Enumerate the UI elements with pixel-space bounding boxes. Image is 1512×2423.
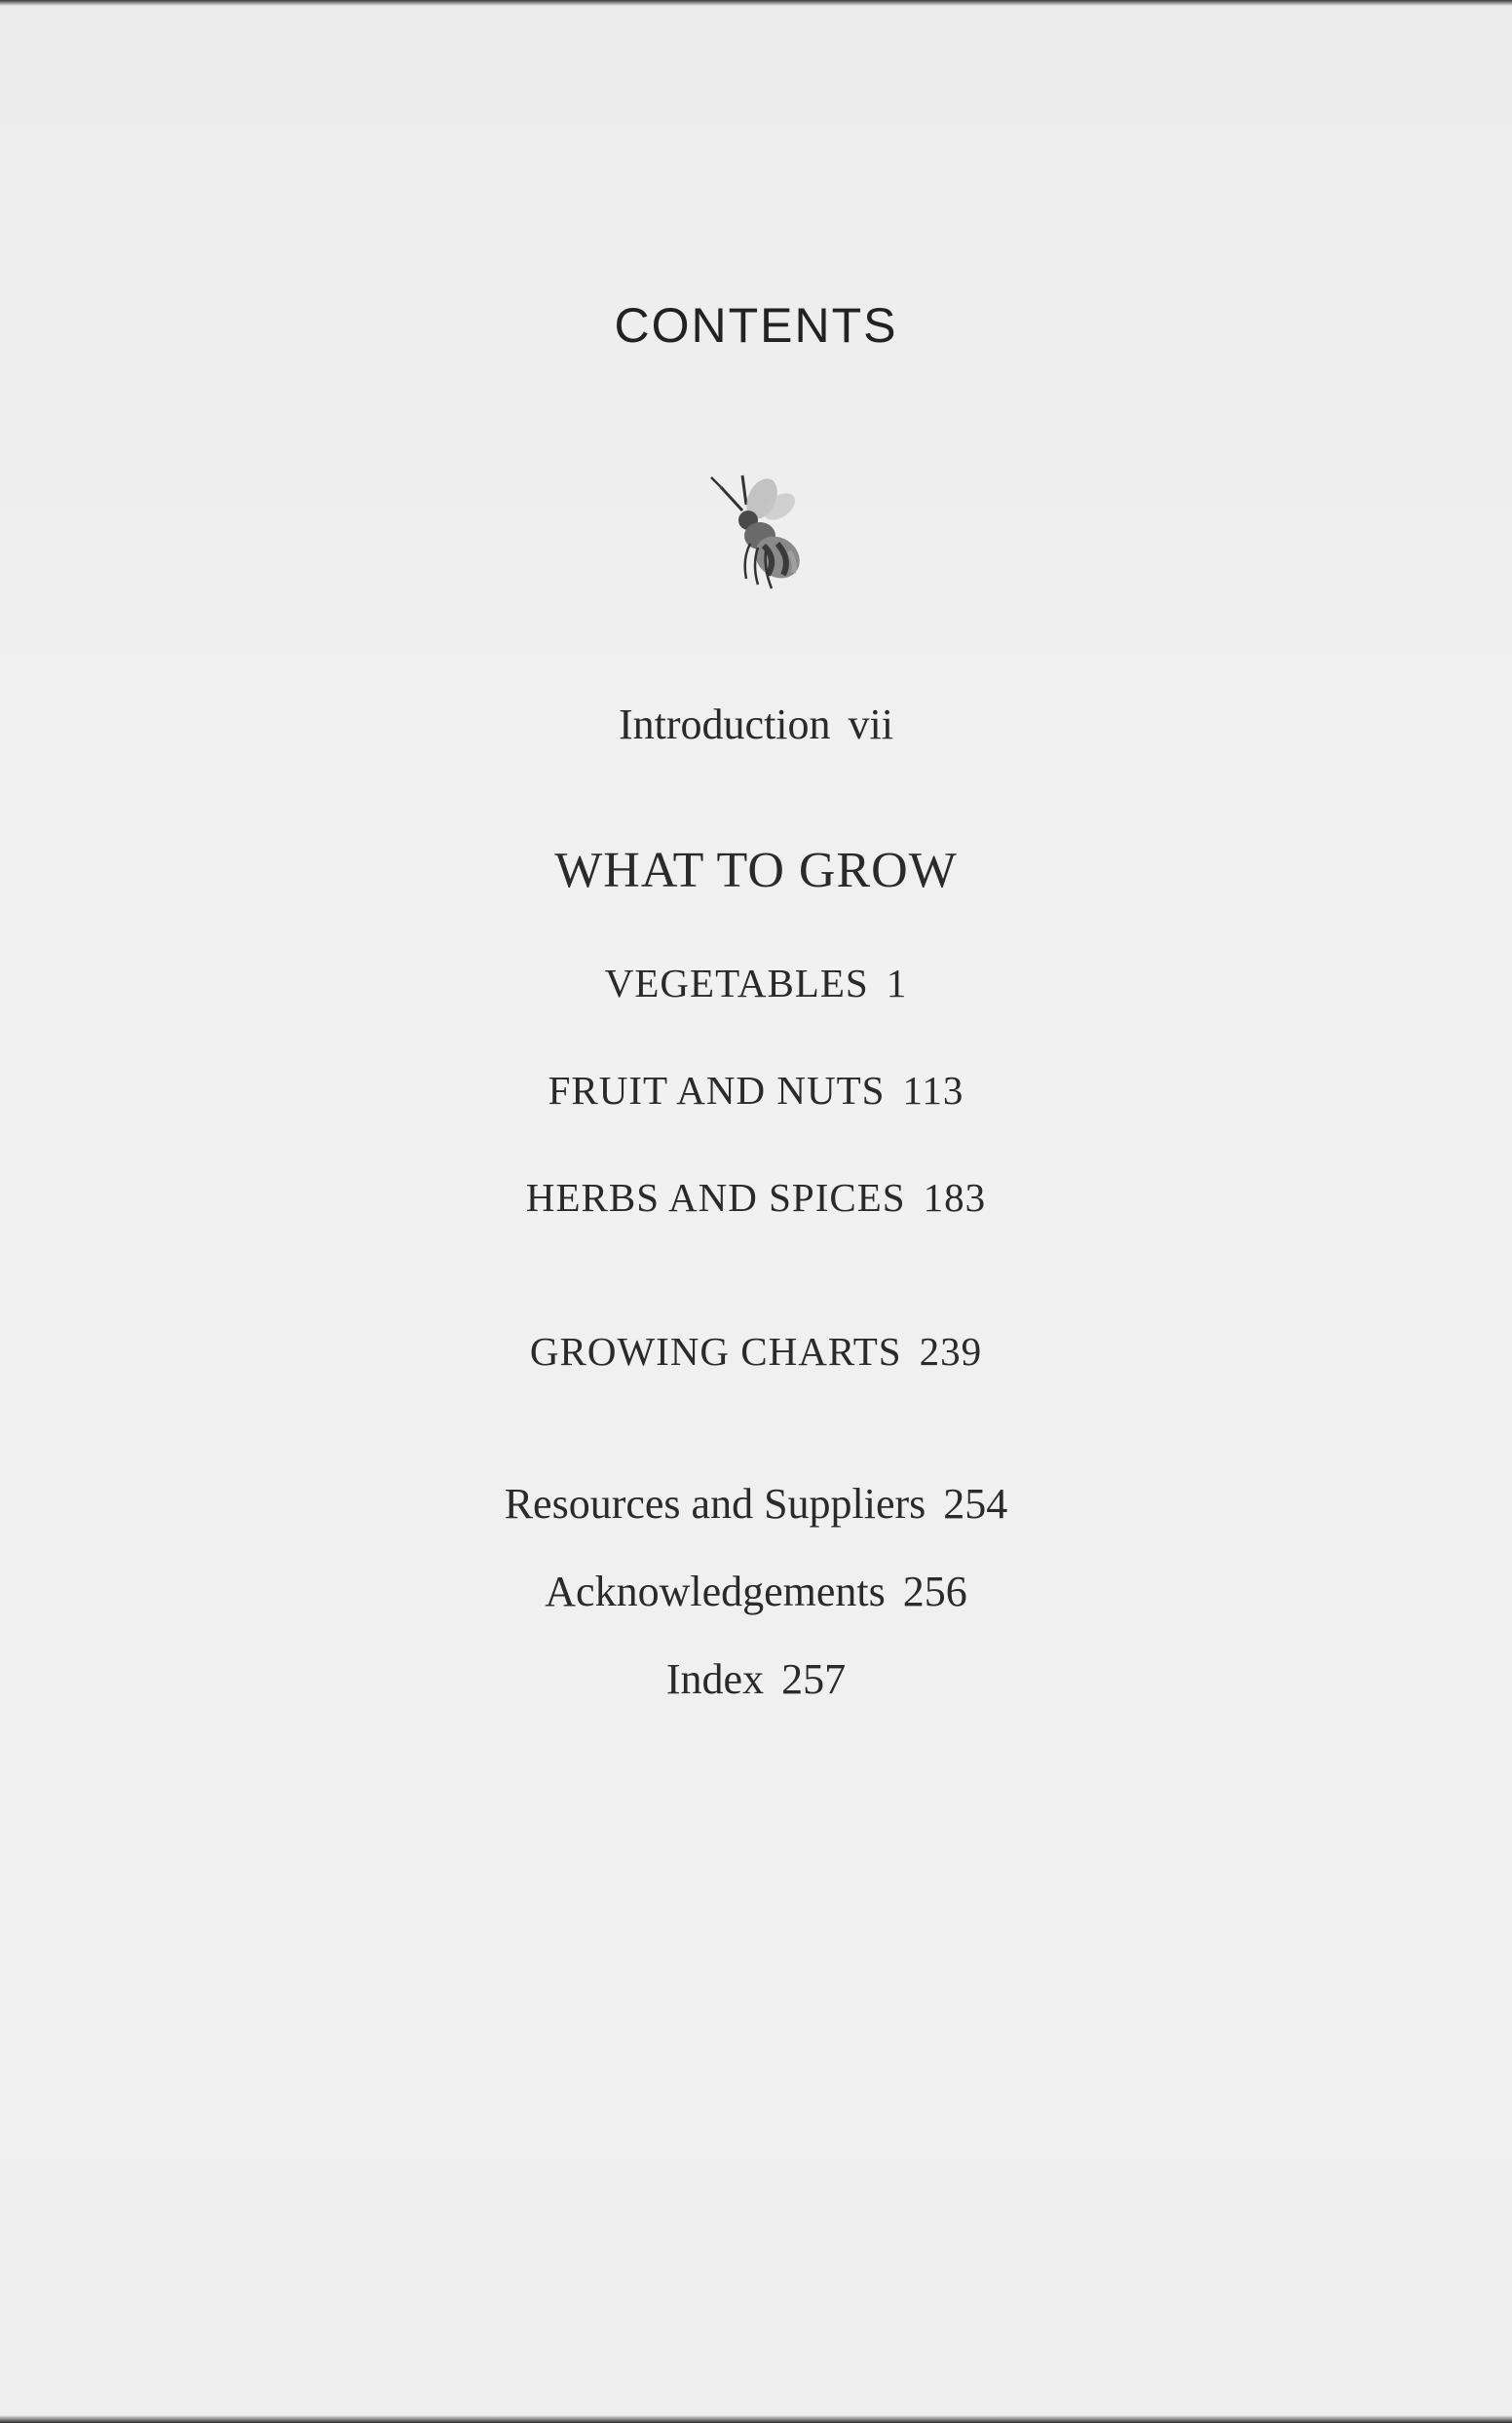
toc-page-number: 256: [902, 1568, 967, 1615]
bee-icon: [682, 466, 809, 597]
toc-page-number: 257: [781, 1655, 847, 1703]
toc-label: GROWING CHARTS: [529, 1329, 902, 1374]
toc-entry-herbs-and-spices: [0, 1174, 1512, 1221]
toc-entry-growing-charts: [0, 1328, 1512, 1375]
toc-entry-introduction: [0, 700, 1512, 749]
toc-page-number: 1: [886, 961, 908, 1005]
toc-entry-acknowledgements: [0, 1567, 1512, 1616]
toc-entry-index: [0, 1654, 1512, 1704]
toc-page-number: 254: [943, 1480, 1008, 1528]
toc-label: WHAT TO GROW: [554, 843, 958, 898]
toc-label: Acknowledgements: [545, 1568, 886, 1615]
toc-label: VEGETABLES: [604, 961, 869, 1005]
toc-label: FRUIT AND NUTS: [548, 1068, 886, 1113]
page-top-edge: [0, 0, 1512, 6]
toc-entry-fruit-and-nuts: [0, 1067, 1512, 1114]
toc-page-number: vii: [848, 700, 893, 748]
toc-section-what-to-grow: [0, 842, 1512, 899]
toc-page-number: 113: [902, 1068, 964, 1113]
toc-label: Index: [665, 1655, 765, 1703]
toc-entry-resources-and-suppliers: [0, 1479, 1512, 1529]
toc-label: Introduction: [619, 700, 831, 748]
toc-label: HERBS AND SPICES: [525, 1175, 906, 1220]
toc-page-number: 183: [923, 1175, 987, 1220]
toc-entry-vegetables: [0, 960, 1512, 1006]
toc-label: Resources and Suppliers: [504, 1480, 926, 1528]
toc-page-number: 239: [919, 1329, 983, 1374]
contents-heading: CONTENTS: [614, 298, 898, 353]
page-bottom-edge: [0, 2415, 1512, 2423]
